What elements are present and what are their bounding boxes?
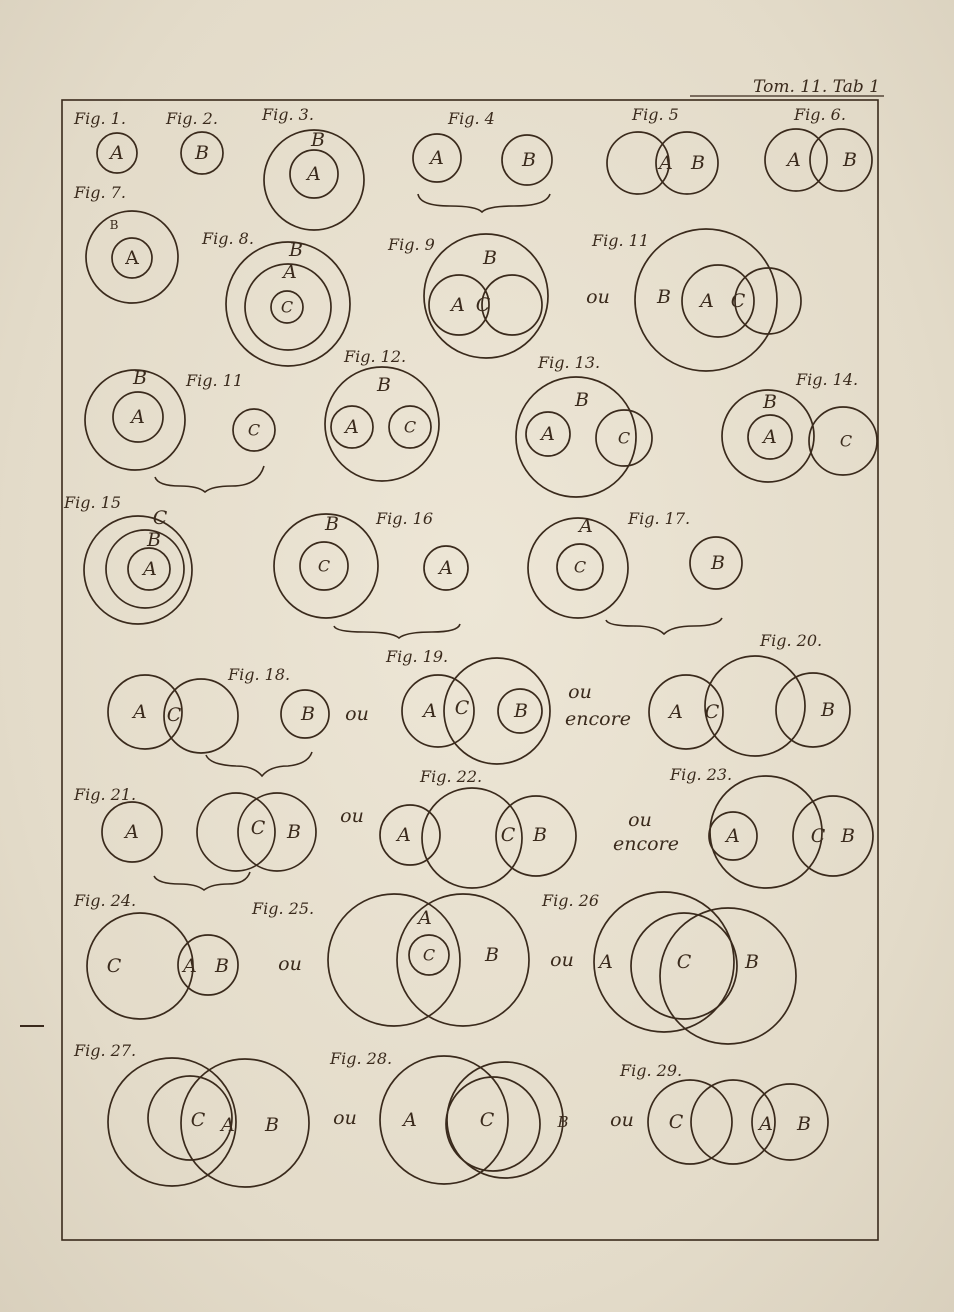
- fig-19-letter-b: B: [514, 700, 528, 722]
- connector-ou-1: ou: [586, 286, 610, 308]
- fig-29-letter-a: A: [759, 1113, 773, 1135]
- fig-17-letter-a: A: [579, 515, 593, 537]
- fig-16-letter-c: C: [317, 556, 331, 576]
- fig-29: [619, 1061, 828, 1164]
- fig-9-letter-c: C: [475, 294, 491, 316]
- fig-29-label: Fig. 29.: [620, 1061, 683, 1080]
- fig-15-letter-c: C: [152, 507, 168, 529]
- fig-23: [669, 765, 873, 888]
- fig-27: [73, 1041, 309, 1187]
- fig-18-letter-b: B: [301, 703, 315, 725]
- fig-19-label: Fig. 19.: [386, 647, 449, 666]
- fig-13: [516, 353, 652, 497]
- connector-ou-4: ou: [340, 805, 364, 827]
- fig-29-letter-c: C: [668, 1111, 684, 1133]
- fig-12-label: Fig. 12.: [344, 347, 407, 366]
- fig-17-letter-b: B: [711, 552, 725, 574]
- fig-8-label: Fig. 8.: [202, 229, 254, 248]
- fig-11a-letter-a: A: [700, 290, 714, 312]
- fig-9-label: Fig. 9: [388, 235, 435, 254]
- plate-header: Tom. 11. Tab 1: [753, 77, 880, 97]
- fig-9: [387, 234, 548, 358]
- fig-11b: [85, 367, 275, 492]
- connector-encore-2: encore: [613, 833, 679, 855]
- fig-8: [201, 229, 350, 366]
- fig-27-letter-a: A: [221, 1114, 235, 1136]
- fig-15-label: Fig. 15: [64, 493, 121, 512]
- fig-11a-label: Fig. 11: [592, 231, 649, 250]
- fig-11b-letter-c: C: [247, 420, 261, 440]
- fig-28-letter-a: A: [403, 1109, 417, 1131]
- fig-2: [165, 109, 223, 174]
- fig-20-letter-b: B: [821, 699, 835, 721]
- fig-18-brace: [206, 752, 312, 776]
- fig-3-letter-a: A: [307, 163, 321, 185]
- fig-21-letter-a: A: [125, 821, 139, 843]
- fig-27-letter-c: C: [190, 1109, 206, 1131]
- fig-9-letter-a: A: [451, 294, 465, 316]
- fig-7-letter-a: A: [125, 247, 139, 269]
- fig-5-label: Fig. 5: [632, 105, 679, 124]
- fig-20-label: Fig. 20.: [760, 631, 823, 650]
- connector-ou-5: ou: [628, 809, 652, 831]
- fig-4: [413, 109, 552, 212]
- fig-13-letter-c: C: [617, 428, 631, 448]
- fig-1-label: Fig. 1.: [74, 109, 126, 128]
- fig-28-letter-b: B: [557, 1113, 569, 1131]
- fig-28-label: Fig. 28.: [330, 1049, 393, 1068]
- fig-6: [765, 105, 872, 191]
- fig-7-letter-b: B: [109, 218, 119, 232]
- fig-15-letter-a: A: [143, 558, 157, 580]
- fig-3-label: Fig. 3.: [262, 105, 314, 124]
- fig-5-letter-a: A: [659, 152, 673, 174]
- fig-8-letter-a: A: [283, 261, 297, 283]
- fig-2-letter-b: B: [195, 142, 209, 164]
- fig-16: [274, 509, 468, 638]
- fig-22-label: Fig. 22.: [420, 767, 483, 786]
- fig-24-letter-c: C: [106, 955, 122, 977]
- fig-13-letter-b: B: [575, 389, 589, 411]
- fig-16-letter-a: A: [439, 557, 453, 579]
- fig-22-letter-b: B: [533, 824, 547, 846]
- fig-14: [722, 370, 877, 482]
- fig-27-letter-b: B: [265, 1114, 279, 1136]
- fig-11b-brace: [155, 466, 264, 492]
- fig-22: [380, 767, 576, 888]
- fig-16-letter-b: B: [325, 513, 339, 535]
- fig-17-brace: [606, 618, 722, 634]
- connector-ou-7: ou: [550, 949, 574, 971]
- fig-17-letter-c: C: [573, 557, 587, 577]
- fig-23-letter-a: A: [726, 825, 740, 847]
- fig-28-letter-c: C: [479, 1109, 495, 1131]
- fig-6-letter-b: B: [843, 149, 857, 171]
- fig-4-label: Fig. 4: [448, 109, 495, 128]
- connector-ou-9: ou: [610, 1109, 634, 1131]
- fig-23-letter-b: B: [841, 825, 855, 847]
- fig-21-letter-c: C: [250, 817, 266, 839]
- fig-11b-label: Fig. 11: [186, 371, 243, 390]
- connector-encore-1: encore: [565, 708, 631, 730]
- fig-27-label: Fig. 27.: [74, 1041, 137, 1060]
- fig-14-letter-a: A: [763, 426, 777, 448]
- fig-11b-letter-b: B: [133, 367, 147, 389]
- fig-11a-letter-c: C: [730, 290, 746, 312]
- fig-3-letter-b: B: [311, 129, 325, 151]
- fig-19: [385, 647, 550, 764]
- fig-3: [261, 105, 364, 230]
- fig-25-letter-b: B: [485, 944, 499, 966]
- fig-9-letter-b: B: [483, 247, 497, 269]
- fig-21-letter-b: B: [287, 821, 301, 843]
- fig-19-letter-a: A: [423, 700, 437, 722]
- fig-18-label: Fig. 18.: [228, 665, 291, 684]
- fig-13-label: Fig. 13.: [538, 353, 601, 372]
- fig-5-letter-b: B: [691, 152, 705, 174]
- fig-25-label: Fig. 25.: [252, 899, 315, 918]
- fig-24-label: Fig. 24.: [74, 891, 137, 910]
- fig-18-letter-a: A: [133, 701, 147, 723]
- fig-14-letter-c: C: [839, 431, 853, 451]
- fig-7-label: Fig. 7.: [74, 183, 126, 202]
- fig-25-letter-c: C: [422, 945, 436, 965]
- fig-18-letter-c: C: [166, 704, 182, 726]
- fig-26-letter-a: A: [599, 951, 613, 973]
- fig-26-letter-b: B: [745, 951, 759, 973]
- fig-22-letter-c: C: [500, 824, 516, 846]
- fig-14-letter-b: B: [763, 391, 777, 413]
- fig-4-brace: [418, 194, 550, 212]
- fig-17: [528, 509, 742, 634]
- fig-12-letter-a: A: [345, 416, 359, 438]
- fig-2-label: Fig. 2.: [166, 109, 218, 128]
- fig-15: [63, 493, 192, 624]
- fig-5: [607, 105, 718, 194]
- fig-1: [73, 109, 137, 173]
- fig-24: [73, 891, 238, 1019]
- fig-16-brace: [334, 624, 460, 638]
- fig-26-letter-c: C: [676, 951, 692, 973]
- fig-20-letter-c: C: [704, 701, 720, 723]
- fig-11a-letter-b: B: [657, 286, 671, 308]
- fig-21: [73, 785, 316, 890]
- connector-ou-6: ou: [278, 953, 302, 975]
- fig-26: [541, 891, 796, 1044]
- fig-6-label: Fig. 6.: [794, 105, 846, 124]
- fig-15-letter-b: B: [147, 529, 161, 551]
- fig-16-label: Fig. 16: [376, 509, 433, 528]
- fig-18: [108, 665, 329, 776]
- fig-6-letter-a: A: [787, 149, 801, 171]
- fig-21-label: Fig. 21.: [74, 785, 137, 804]
- fig-13-letter-a: A: [541, 423, 555, 445]
- fig-8-letter-c: C: [280, 297, 294, 317]
- fig-4-letter-b: B: [522, 149, 536, 171]
- fig-4-letter-a: A: [430, 147, 444, 169]
- fig-22-letter-a: A: [397, 824, 411, 846]
- fig-12-letter-c: C: [403, 417, 417, 437]
- fig-20: [649, 631, 850, 756]
- fig-11a: [591, 229, 801, 371]
- fig-21-brace: [154, 872, 250, 890]
- fig-11b-letter-a: A: [131, 406, 145, 428]
- fig-8-letter-b: B: [289, 239, 303, 261]
- fig-7: [73, 183, 178, 303]
- fig-17-label: Fig. 17.: [628, 509, 691, 528]
- fig-25-letter-a: A: [418, 907, 432, 929]
- fig-14-label: Fig. 14.: [796, 370, 859, 389]
- fig-20-letter-a: A: [669, 701, 683, 723]
- fig-12-letter-b: B: [377, 374, 391, 396]
- fig-29-letter-b: B: [797, 1113, 811, 1135]
- fig-24-letter-b: B: [215, 955, 229, 977]
- fig-28: [329, 1049, 569, 1184]
- fig-19-letter-c: C: [454, 697, 470, 719]
- connector-ou-3: ou: [568, 681, 592, 703]
- connector-ou-2: ou: [345, 703, 369, 725]
- fig-24-letter-a: A: [183, 955, 197, 977]
- fig-26-label: Fig. 26: [542, 891, 599, 910]
- fig-1-letter-a: A: [110, 142, 124, 164]
- fig-23-letter-c: C: [810, 825, 826, 847]
- fig-23-label: Fig. 23.: [670, 765, 733, 784]
- connector-ou-8: ou: [333, 1107, 357, 1129]
- fig-12: [325, 347, 439, 481]
